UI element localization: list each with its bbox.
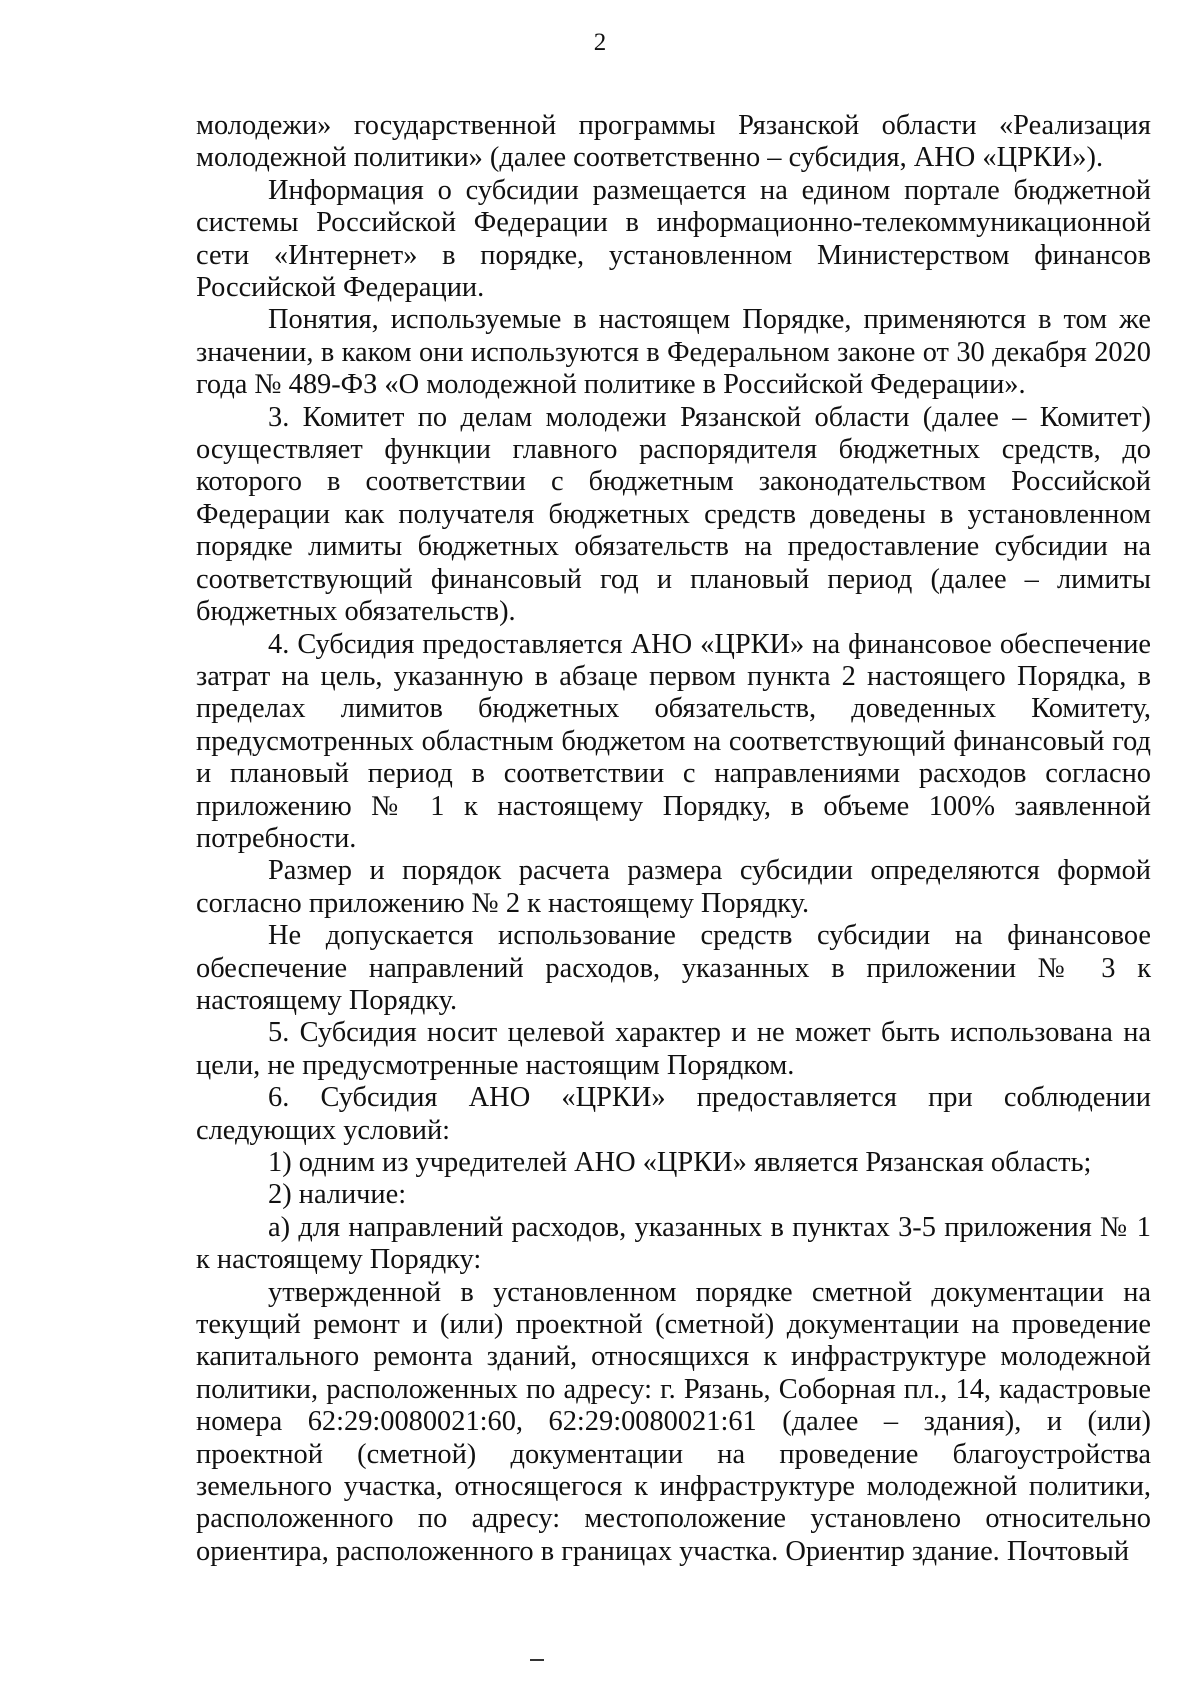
paragraph-documentation: утвержденной в установленном порядке сметной документации на текущий ремонт и (или) проектной (сметной) документации на проведение капитального ремонта зданий, относящихся к инфраструктуре молодежной политики, расположенных по адресу: г. Рязань, Соборная пл., 14, кадастровые номера 62:29:0080021:60, 62:29:0080021:61 (далее – здания), и (или) проектной (сметной) документации на проведение благоустройства земельного участка, относящегося к инфраструктуре молодежной политики, расположенного по адресу: местоположение установлено относительно ориентира, расположенного в границах участка. Ориентир здание. Почтовый	[196, 1276, 1151, 1567]
paragraph-condition-1: 1) одним из учредителей АНО «ЦРКИ» является Рязанская область;	[268, 1147, 1092, 1178]
paragraph-item-3: 3. Комитет по делам молодежи Рязанской области (далее – Комитет) осуществляет функции главного распорядителя бюджетных средств, до которого в соответствии с бюджетным законодательством Российской Федерации как получателя бюджетных средств доведены в установленном порядке лимиты бюджетных обязательств на предоставление субсидии на соответствующий финансовый год и плановый период (далее – лимиты бюджетных обязательств).	[196, 401, 1151, 628]
paragraph-item-4: 4. Субсидия предоставляется АНО «ЦРКИ» на финансовое обеспечение затрат на цель, указанную в абзаце первом пункта 2 настоящего Порядка, в пределах лимитов бюджетных обязательств, доведенных Комитету, предусмотренных областным бюджетом на соответствующий финансовый год и плановый период в соответствии с направлениями расходов согласно приложению № 1 к настоящему Порядку, в объеме 100% заявленной потребности.	[196, 628, 1151, 854]
paragraph-condition-2: 2) наличие:	[268, 1179, 407, 1211]
paragraph-condition-2a: а) для направлений расходов, указанных в пунктах 3-5 приложения № 1 к настоящему Порядку:	[196, 1211, 1151, 1276]
paragraph-restriction: Не допускается использование средств субсидии на финансовое обеспечение направлений расходов, указанных в приложении № 3 к настоящему Порядку.	[196, 920, 1151, 1016]
paragraph-item-5: 5. Субсидия носит целевой характер и не может быть использована на цели, не предусмотренные настоящим Порядком.	[196, 1017, 1151, 1081]
page-number: 2	[593, 29, 607, 56]
paragraph-subsidy-size: Размер и порядок расчета размера субсидии определяются формой согласно приложению № 2 к настоящему Порядку.	[196, 855, 1151, 919]
scan-mark	[530, 1659, 544, 1661]
paragraph-concepts: Понятия, используемые в настоящем Порядке, применяются в том же значении, в каком они используются в Федеральном законе от 30 декабря 2020 года № 489-ФЗ «О молодежной политике в Российской Федерации».	[196, 304, 1151, 401]
paragraph-item-6: 6. Субсидия АНО «ЦРКИ» предоставляется при соблюдении следующих условий:	[196, 1082, 1151, 1146]
paragraph-subsidy-info: Информация о субсидии размещается на едином портале бюджетной системы Российской Федерации в информационно-телекоммуникационной сети «Интернет» в порядке, установленном Министерством финансов Российской Федерации.	[196, 174, 1151, 304]
paragraph-continuation: молодежи» государственной программы Рязанской области «Реализация молодежной политики» (далее соответственно – субсидия, АНО «ЦРКИ»).	[196, 110, 1151, 174]
document-body	[196, 110, 1151, 1568]
